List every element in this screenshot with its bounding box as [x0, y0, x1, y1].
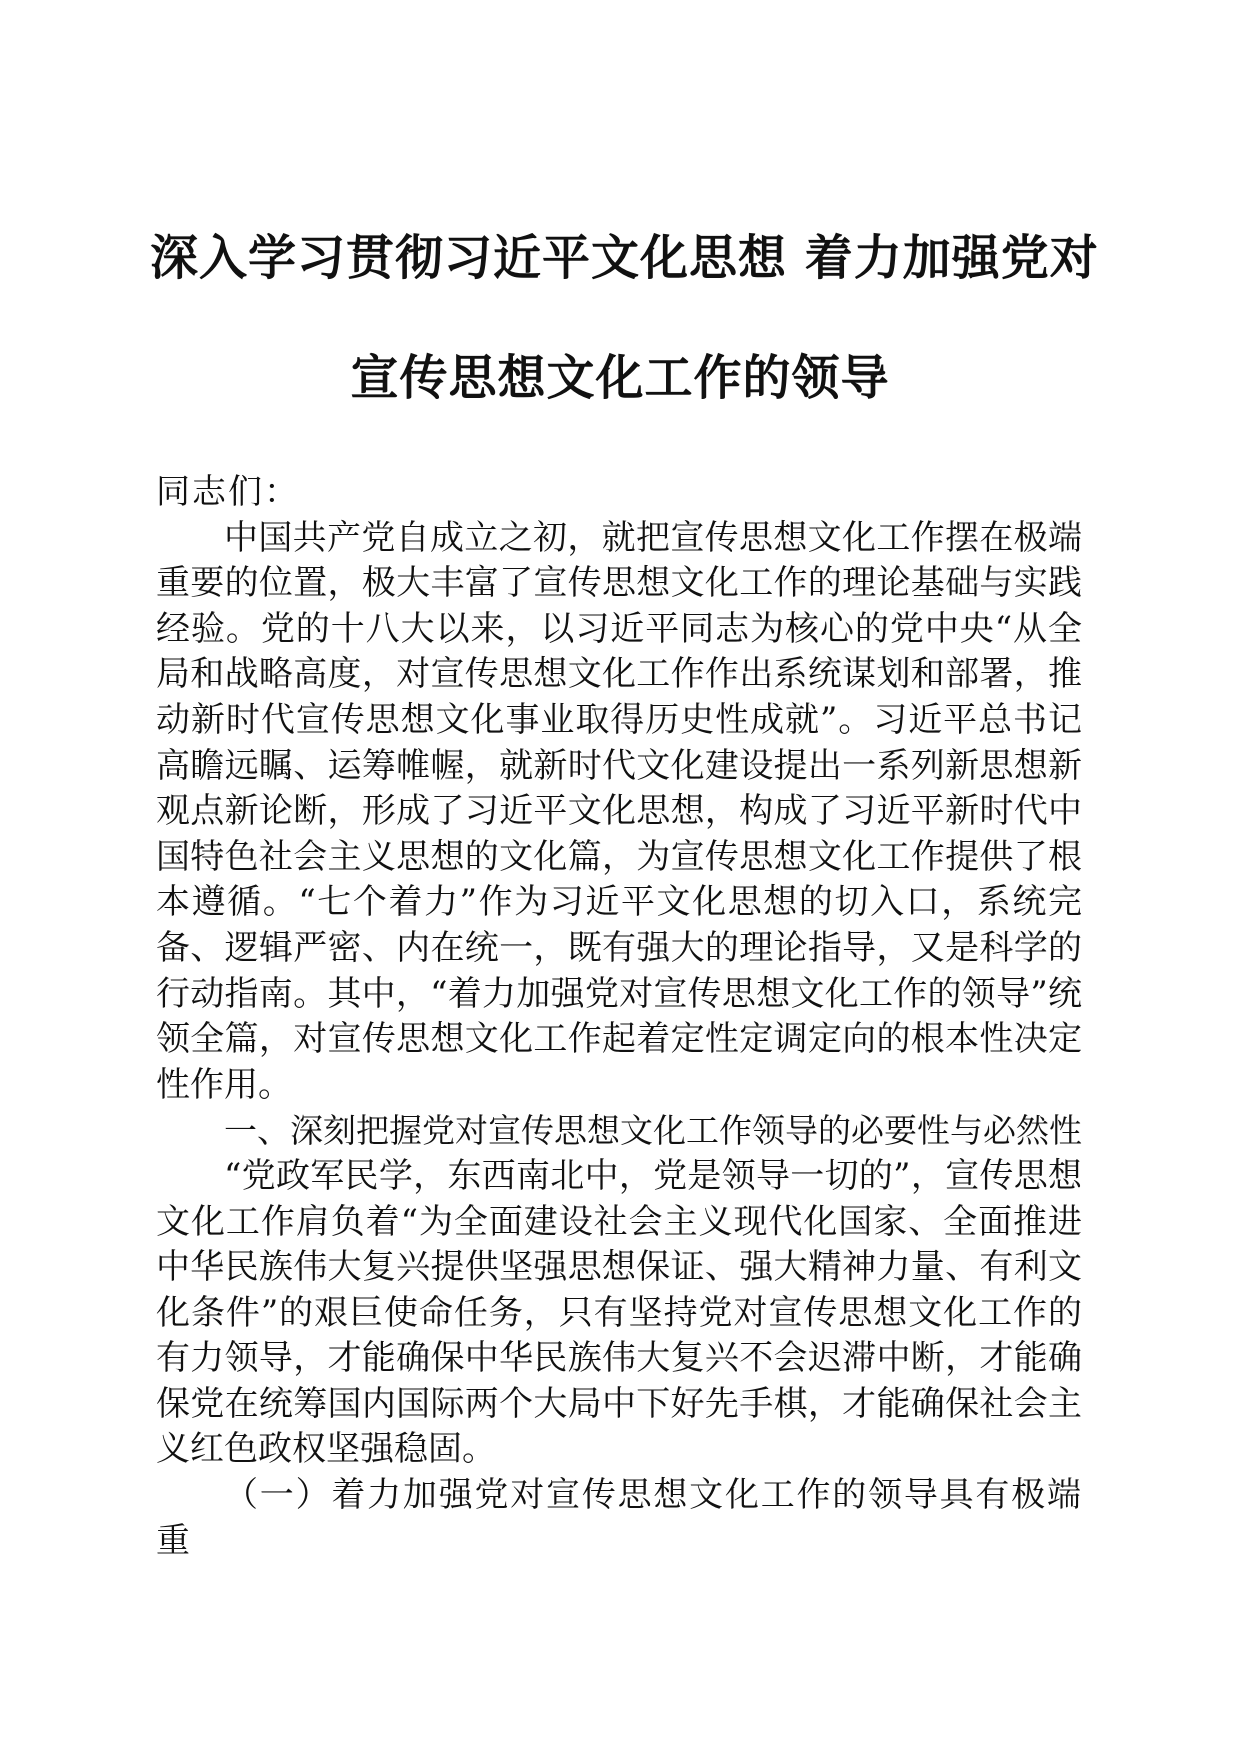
subsection-heading-1: （一）着力加强党对宣传思想文化工作的领导具有极端重 [156, 1475, 1082, 1561]
section-heading-1: 一、深刻把握党对宣传思想文化工作领导的必要性与必然性 [224, 1111, 1082, 1151]
document-body [156, 470, 1082, 1564]
salutation: 同志们： [156, 472, 300, 512]
document-title-line-2: 宣传思想文化工作的领导 [350, 350, 890, 406]
paragraph-section-1: “党政军民学，东西南北中，党是领导一切的”，宣传思想文化工作肩负着“为全面建设社会主义现代化国家、全面推进中华民族伟大复兴提供坚强思想保证、强大精神力量、有利文化条件”的艰巨使命任务，只有坚持党对宣传思想文化工作的有力领导，才能确保中华民族伟大复兴不会迟滞中断，才能确保党在统筹国内国际两个大局中下好先手棋，才能确保社会主义红色政权坚强稳固。 [156, 1155, 1082, 1470]
document-title-line-1: 深入学习贯彻习近平文化思想 着力加强党对 [150, 230, 1099, 286]
paragraph-intro: 中国共产党自成立之初，就把宣传思想文化工作摆在极端重要的位置，极大丰富了宣传思想文化工作的理论基础与实践经验。党的十八大以来，以习近平同志为核心的党中央“从全局和战略高度，对宣传思想文化工作作出系统谋划和部署，推动新时代宣传思想文化事业取得历史性成就”。习近平总书记高瞻远瞩、运筹帷幄，就新时代文化建设提出一系列新思想新观点新论断，形成了习近平文化思想，构成了习近平新时代中国特色社会主义思想的文化篇，为宣传思想文化工作提供了根本遵循。“七个着力”作为习近平文化思想的切入口，系统完备、逻辑严密、内在统一，既有强大的理论指导，又是科学的行动指南。其中，“着力加强党对宣传思想文化工作的领导”统领全篇，对宣传思想文化工作起着定性定调定向的根本性决定性作用。 [156, 517, 1082, 1105]
